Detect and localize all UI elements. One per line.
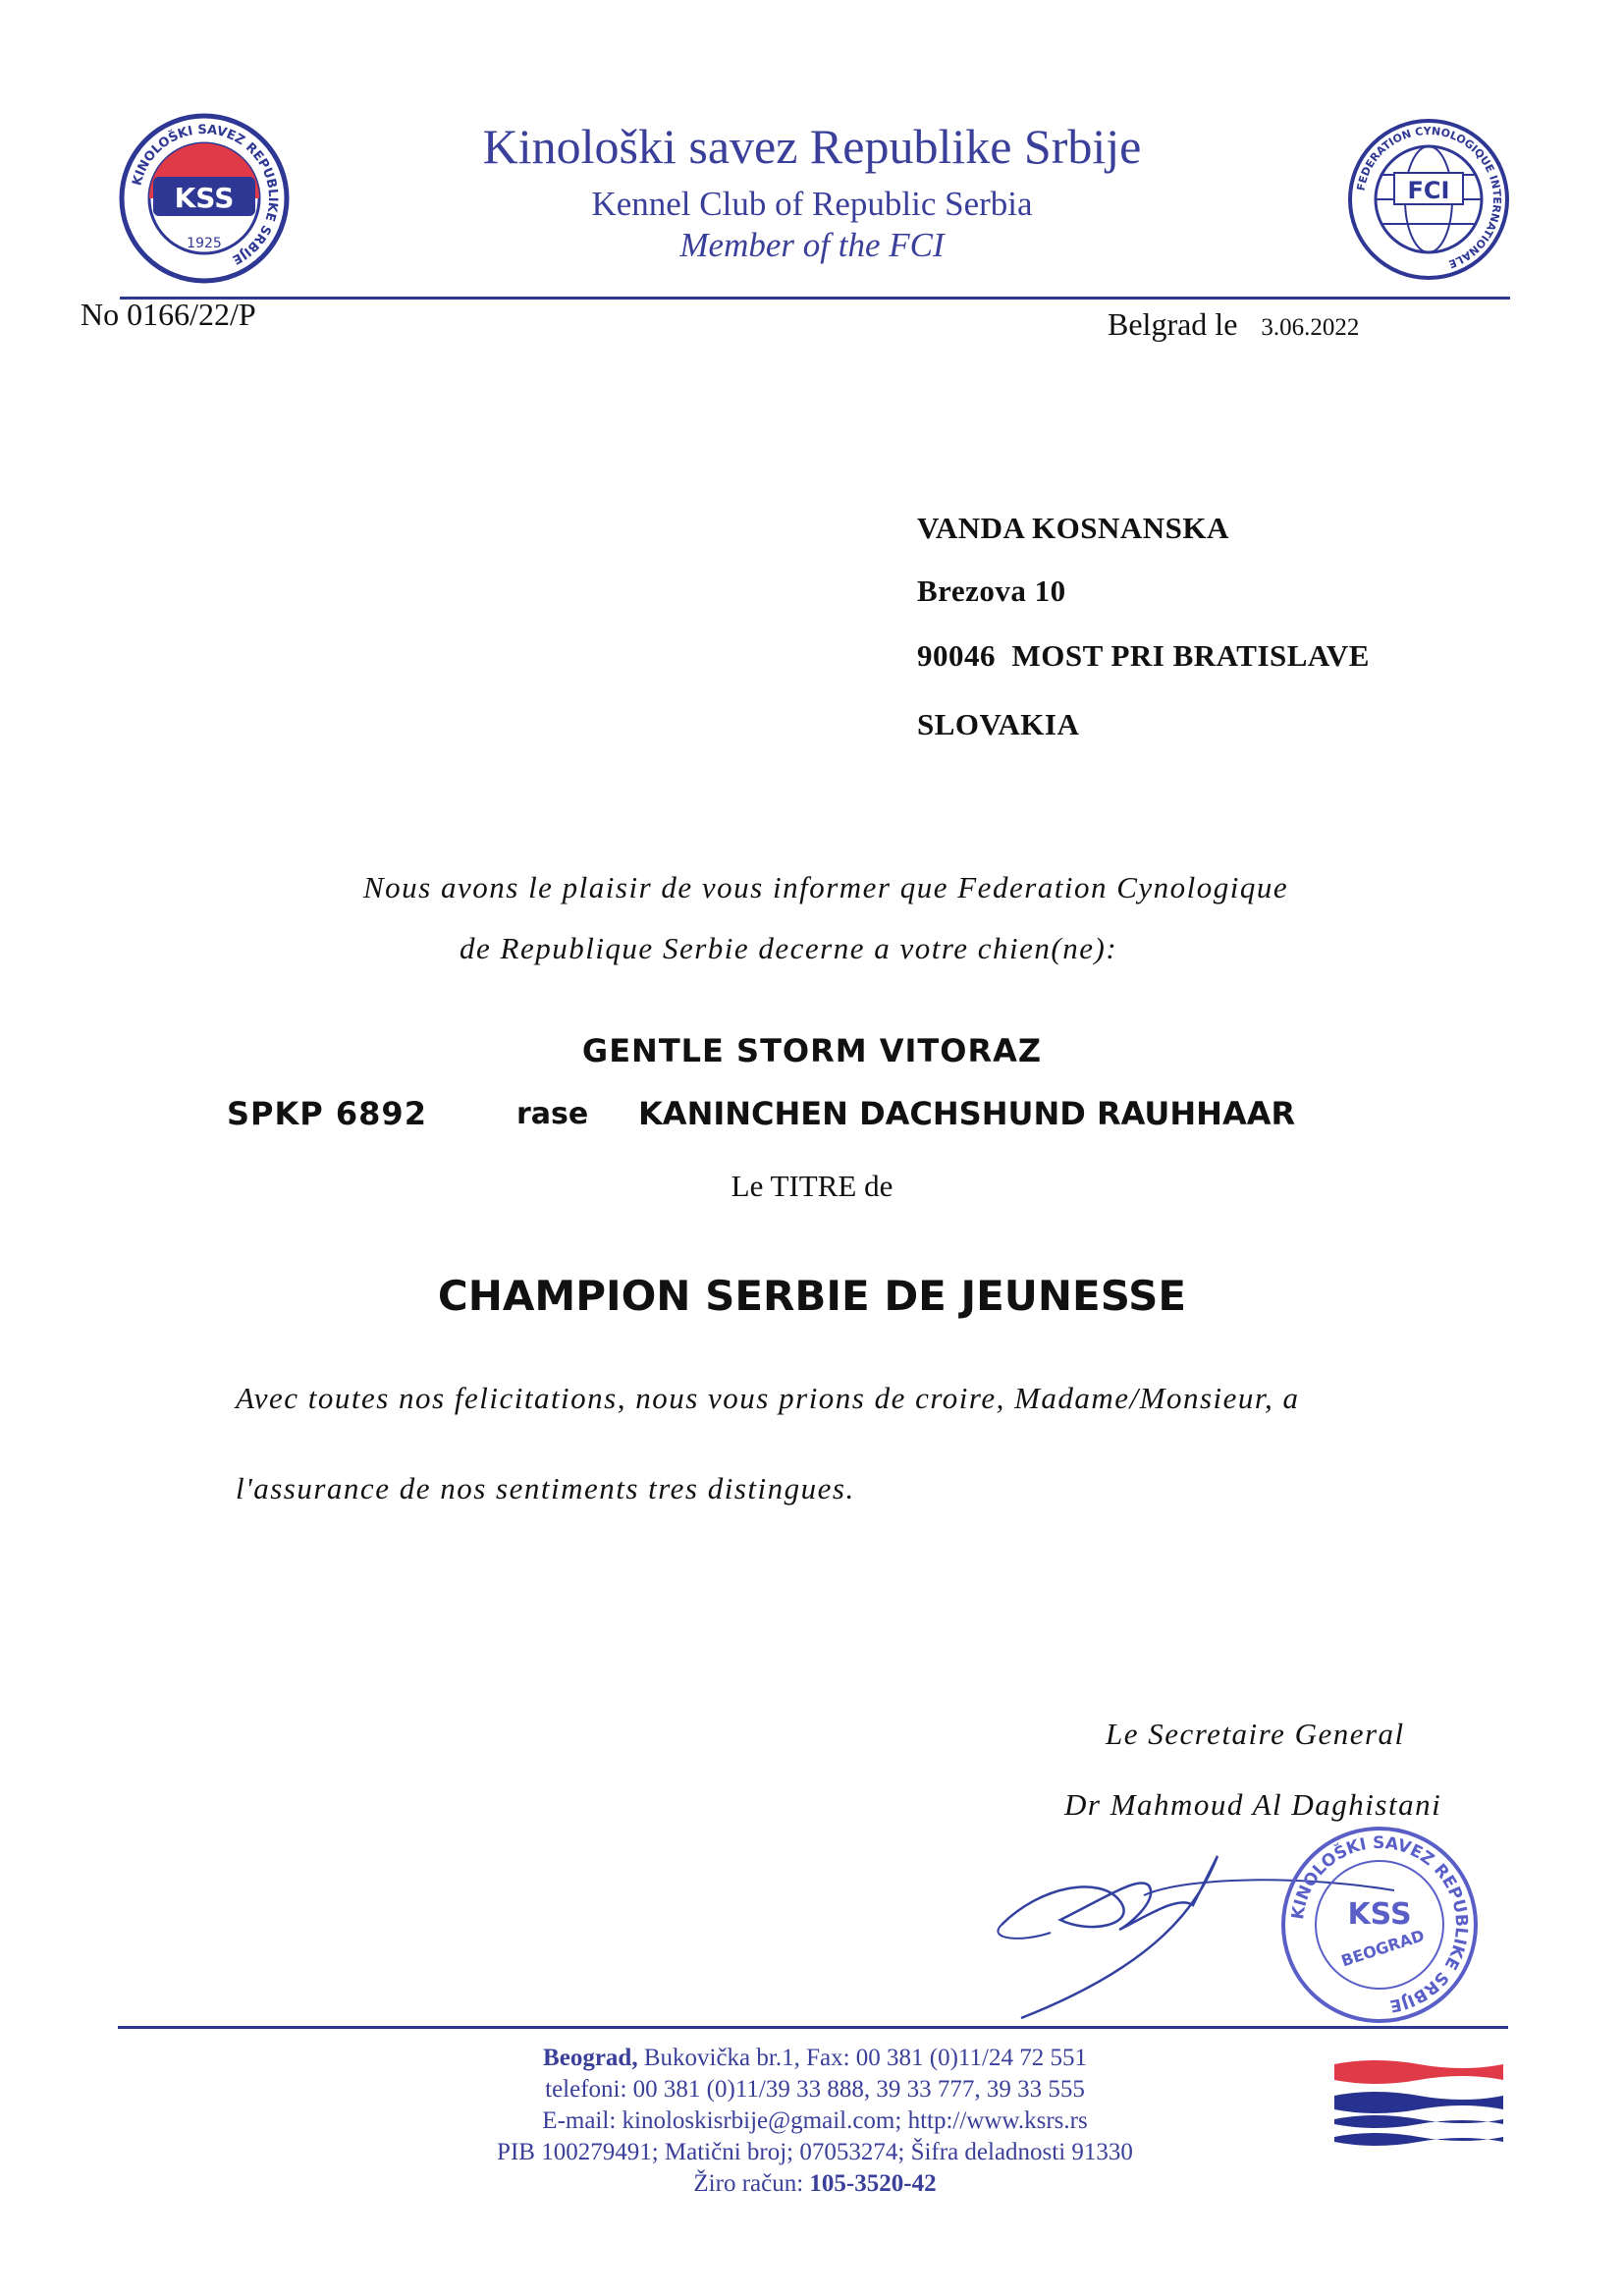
footer-line-3: E-mail: kinoloskisrbije@gmail.com; http://www.ksrs.rs <box>542 2107 1088 2134</box>
official-stamp <box>1276 1822 1483 2028</box>
date-value: 3.06.2022 <box>1261 314 1360 341</box>
footer-city: Beograd, <box>543 2045 638 2071</box>
org-membership: Member of the FCI <box>679 226 945 264</box>
stamp-badge: KSS <box>1347 1897 1412 1932</box>
signatory-name: Dr Mahmoud Al Daghistani <box>1064 1787 1442 1822</box>
footer-rule <box>118 2026 1508 2029</box>
header-rule <box>120 297 1510 300</box>
flag-stripes-icon <box>1330 2054 1507 2153</box>
dog-registration: SPKP 6892 <box>227 1095 427 1132</box>
intro-line-1: Nous avons le plaisir de vous informer que Federation Cynologique <box>363 870 1289 904</box>
stamp-arc-text: KINOLOŠKI SAVEZ REPUBLIKE SRBIJE <box>1288 1832 1472 2016</box>
breed-label: rase <box>516 1097 589 1131</box>
dog-breed: KANINCHEN DACHSHUND RAUHHAAR <box>638 1095 1296 1132</box>
reference-number: No 0166/22/P <box>81 297 256 332</box>
kss-logo-arc-text: KINOLOŠKI SAVEZ REPUBLIKE SRBIJE <box>130 122 281 267</box>
footer-line-4: PIB 100279491; Matični broj; 07053274; Šifra deladnosti 91330 <box>497 2139 1133 2165</box>
intro-line-2: de Republique Serbie decerne a votre chien(ne): <box>460 931 1118 965</box>
footer-line-1 <box>412 2043 1218 2074</box>
date-line <box>1108 306 1359 343</box>
closing-line-1: Avec toutes nos felicitations, nous vous prions de croire, Madame/Monsieur, a <box>236 1381 1300 1415</box>
fci-logo-badge: FCI <box>1407 177 1450 204</box>
kss-logo-badge: KSS <box>174 182 235 214</box>
org-subtitle: Kennel Club of Republic Serbia <box>591 185 1033 223</box>
recipient-name: VANDA KOSNANSKA <box>917 511 1229 545</box>
recipient-city: 90046 MOST PRI BRATISLAVE <box>917 638 1370 673</box>
footer-account-number: 105-3520-42 <box>809 2170 937 2197</box>
org-title: Kinološki savez Republike Srbije <box>482 119 1142 174</box>
dog-name: GENTLE STORM VITORAZ <box>581 1032 1043 1069</box>
fci-logo-arc-text: FEDERATION CYNOLOGIQUE INTERNATIONALE <box>1354 124 1504 271</box>
kss-logo-year: 1925 <box>187 236 222 251</box>
stamp-city: BEOGRAD <box>1338 1926 1428 1971</box>
footer-line-5 <box>412 2168 1218 2200</box>
title-intro: Le TITRE de <box>731 1169 893 1203</box>
closing-line-2: l'assurance de nos sentiments tres distingues. <box>236 1471 855 1505</box>
footer-contact <box>412 2043 1218 2200</box>
footer-line-2: telefoni: 00 381 (0)11/39 33 888, 39 33 777, 39 33 555 <box>545 2076 1085 2103</box>
footer-account-label: Žiro račun: <box>693 2170 804 2197</box>
footer-address: Bukovička br.1, Fax: 00 381 (0)11/24 72 551 <box>643 2045 1087 2071</box>
date-label: Belgrad le <box>1108 306 1238 342</box>
award-title: CHAMPION SERBIE DE JEUNESSE <box>437 1272 1187 1320</box>
recipient-street: Brezova 10 <box>917 574 1066 608</box>
signatory-role: Le Secretaire General <box>1106 1717 1405 1751</box>
recipient-country: SLOVAKIA <box>917 707 1080 741</box>
